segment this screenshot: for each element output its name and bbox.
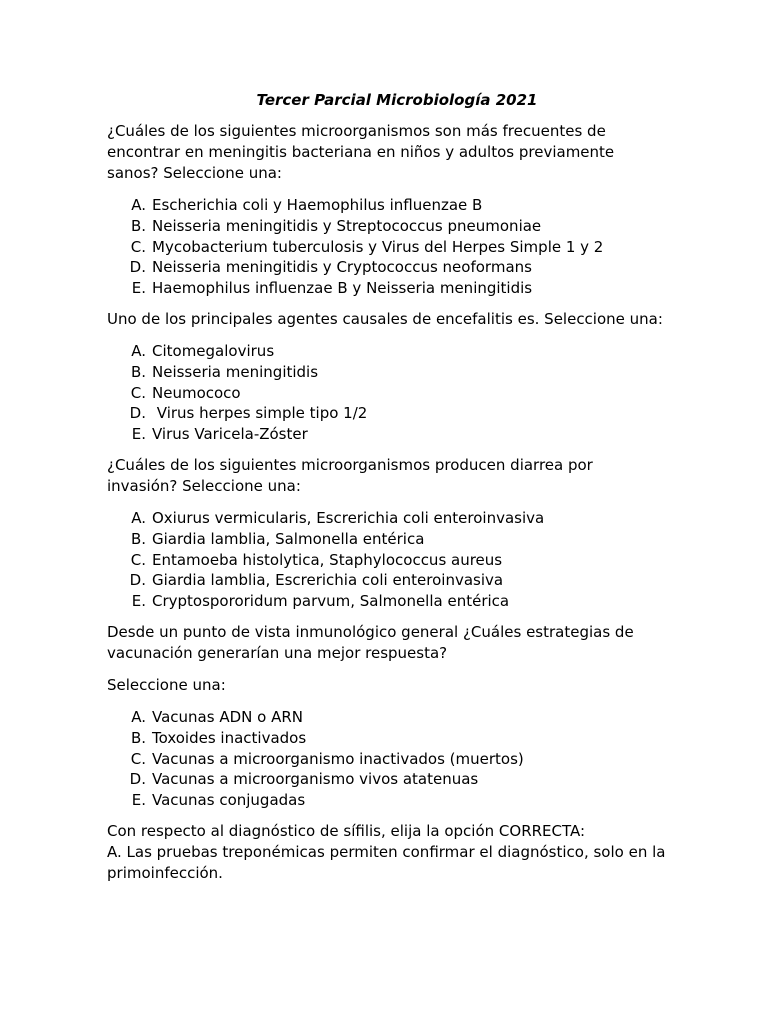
option-text: Vacunas a microorganismo inactivados (muertos) bbox=[152, 749, 524, 768]
options-list bbox=[107, 341, 667, 445]
option-a-text: A. Las pruebas treponémicas permiten confirmar el diagnóstico, solo en la primoinfección. bbox=[107, 842, 666, 882]
option-letter: A. bbox=[131, 196, 146, 214]
option-e bbox=[107, 424, 667, 445]
option-a bbox=[107, 195, 667, 216]
option-e bbox=[107, 790, 667, 811]
option-letter: A. bbox=[131, 341, 146, 360]
option-text: Haemophilus influenzae B y Neisseria meningitidis bbox=[152, 279, 533, 298]
option-letter: C. bbox=[130, 550, 146, 569]
option-text: Toxoides inactivados bbox=[152, 728, 307, 747]
question-prompt: Seleccione una: bbox=[107, 675, 226, 694]
option-e bbox=[107, 278, 667, 299]
option-letter: E. bbox=[131, 279, 146, 298]
option-text: Neisseria meningitidis y Streptococcus pneumoniae bbox=[152, 216, 542, 235]
option-text: Neumococo bbox=[152, 383, 241, 402]
document-title: Tercer Parcial Microbiología 2021 bbox=[256, 91, 538, 109]
option-letter: B. bbox=[130, 529, 146, 548]
option-b bbox=[107, 216, 667, 237]
option-text: Mycobacterium tuberculosis y Virus del Herpes Simple 1 y 2 bbox=[152, 237, 604, 256]
document-content bbox=[107, 89, 667, 884]
option-a bbox=[107, 707, 667, 728]
option-letter: D. bbox=[129, 404, 146, 423]
option-text: Giardia lamblia, Salmonella entérica bbox=[152, 529, 425, 548]
option-d bbox=[107, 769, 667, 790]
question-5 bbox=[107, 821, 667, 884]
option-letter: B. bbox=[130, 362, 146, 381]
question-text: Uno de los principales agentes causales de encefalitis es. Seleccione una: bbox=[107, 309, 663, 328]
option-letter: C. bbox=[130, 237, 146, 256]
option-letter: E. bbox=[131, 592, 146, 611]
option-text: Citomegalovirus bbox=[152, 341, 275, 360]
option-c bbox=[107, 550, 667, 571]
question-4 bbox=[107, 622, 667, 811]
option-text: Virus Varicela-Zóster bbox=[152, 425, 308, 444]
question-text: ¿Cuáles de los siguientes microorganismos son más frecuentes de encontrar en meningitis bacteriana en niños y adultos previamente sanos? Seleccione una: bbox=[107, 122, 615, 182]
option-letter: D. bbox=[129, 571, 146, 590]
question-3 bbox=[107, 455, 667, 612]
option-letter: B. bbox=[130, 216, 146, 235]
question-text: Desde un punto de vista inmunológico general ¿Cuáles estrategias de vacunación generarían una mejor respuesta? bbox=[107, 622, 634, 662]
option-letter: D. bbox=[129, 258, 146, 277]
option-text: Neisseria meningitidis bbox=[152, 362, 319, 381]
option-c bbox=[107, 237, 667, 258]
question-1 bbox=[107, 121, 667, 299]
option-text: Neisseria meningitidis y Cryptococcus neoformans bbox=[152, 258, 532, 277]
option-text: Oxiurus vermicularis, Escrerichia coli enteroinvasiva bbox=[152, 508, 545, 527]
option-text: Vacunas conjugadas bbox=[152, 791, 306, 810]
option-letter: D. bbox=[129, 770, 146, 789]
option-b bbox=[107, 529, 667, 550]
question-text: Con respecto al diagnóstico de sífilis, elija la opción CORRECTA: bbox=[107, 821, 586, 840]
option-letter: B. bbox=[130, 728, 146, 747]
option-e bbox=[107, 591, 667, 612]
option-letter: A. bbox=[131, 707, 146, 726]
option-d bbox=[107, 570, 667, 591]
option-d bbox=[107, 403, 667, 424]
option-text: Giardia lamblia, Escrerichia coli enteroinvasiva bbox=[152, 571, 504, 590]
option-text: Escherichia coli y Haemophilus influenzae B bbox=[152, 196, 483, 214]
option-letter: E. bbox=[131, 425, 146, 444]
option-text: Entamoeba histolytica, Staphylococcus aureus bbox=[152, 550, 503, 569]
option-c bbox=[107, 749, 667, 770]
question-text: ¿Cuáles de los siguientes microorganismos producen diarrea por invasión? Seleccione una: bbox=[107, 455, 593, 495]
options-list bbox=[107, 707, 667, 811]
option-text: Cryptospororidum parvum, Salmonella entérica bbox=[152, 592, 510, 611]
options-list bbox=[107, 195, 667, 299]
option-letter: E. bbox=[131, 791, 146, 810]
option-d bbox=[107, 257, 667, 278]
option-b bbox=[107, 362, 667, 383]
option-a bbox=[107, 341, 667, 362]
option-letter: A. bbox=[131, 508, 146, 527]
options-list bbox=[107, 508, 667, 612]
option-c bbox=[107, 383, 667, 404]
option-text: Virus herpes simple tipo 1/2 bbox=[152, 404, 368, 423]
option-letter: C. bbox=[130, 383, 146, 402]
option-letter: C. bbox=[130, 749, 146, 768]
option-text: Vacunas ADN o ARN bbox=[152, 707, 303, 726]
question-2 bbox=[107, 309, 667, 445]
option-b bbox=[107, 728, 667, 749]
option-text: Vacunas a microorganismo vivos atatenuas bbox=[152, 770, 479, 789]
option-a bbox=[107, 508, 667, 529]
